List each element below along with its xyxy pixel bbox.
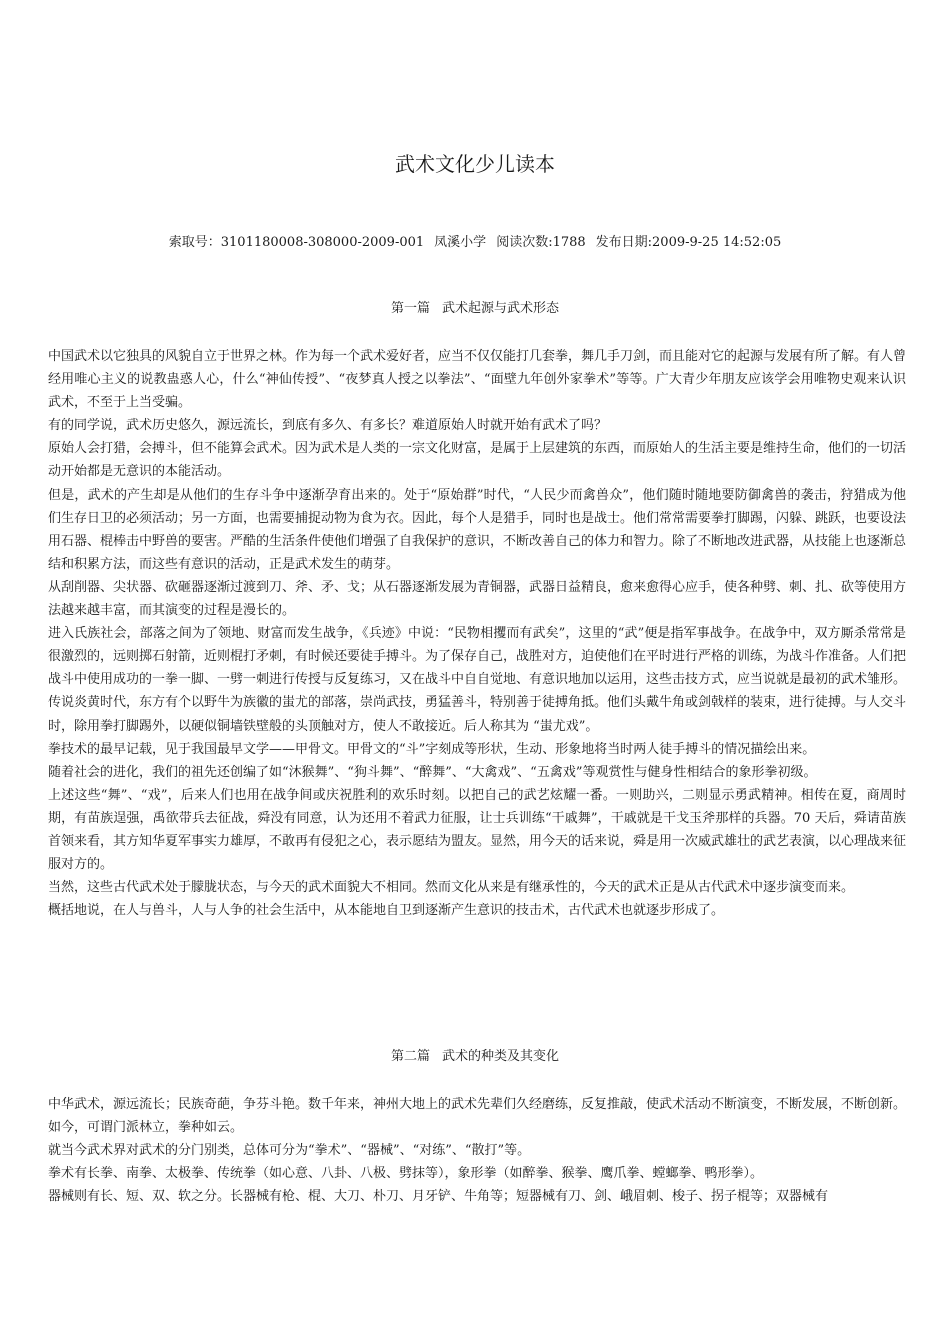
paragraph: 有的同学说，武术历史悠久，源远流长，到底有多久、有多长？难道原始人时就开始有武术了吗？ bbox=[48, 418, 608, 434]
paragraph: 中国武术以它独具的风貌自立于世界之林。作为每一个武术爱好者，应当不仅仅能打几套拳，舞几手刀剑，而且能对它的起源与发展有所了解。有人曾经用唯心主义的说教蛊惑人心，什么“神仙传授”、“夜梦真人授之以拳法”、“面壁九年创外家拳术”等等。广大青少年朋友应该学会用唯物史观来认识武术，不至于上当受骗。 bbox=[48, 349, 907, 411]
paragraph: 概括地说，在人与兽斗，人与人争的社会生活中，从本能地自卫到逐渐产生意识的技击术，古代武术也就逐步形成了。 bbox=[48, 903, 725, 919]
index-number: 索取号：3101180008-308000-2009-001 bbox=[168, 235, 425, 250]
section-title: 武术起源与武术形态 bbox=[442, 301, 560, 316]
paragraph: 上述这些“舞”、“戏”，后来人们也用在战争间或庆祝胜利的欢乐时刻。以把自己的武艺炫耀一番。一则助兴，二则显示勇武精神。相传在夏，商周时期，有苗族逞强，禹欲带兵去征战，舜没有同意，认为还用不着武力征服，让士兵训练“干戚舞”，干戚就是干戈玉斧那样的兵器。70 天后，舜请苗族首领来看，其方知华夏军事实力雄厚，不敢再有侵犯之心，表示愿结为盟友。显然，用今天的话来说，舜是用一次威武雄壮的武艺表演，以心理战来征服对方的。 bbox=[48, 787, 907, 873]
paragraph: 器械则有长、短、双、软之分。长器械有枪、棍、大刀、朴刀、月牙铲、牛角等；短器械有刀、剑、峨眉刺、梭子、拐子棍等；双器械有 bbox=[48, 1189, 829, 1205]
paragraph: 当然，这些古代武术处于朦胧状态，与今天的武术面貌大不相同。然而文化从来是有继承性的，今天的武术正是从古代武术中逐步演变而来。 bbox=[48, 880, 855, 896]
section-title: 武术的种类及其变化 bbox=[442, 1049, 560, 1064]
paragraph: 中华武术，源远流长；民族奇葩，争芬斗艳。数千年来，神州大地上的武术先辈们久经磨练，反复推敲，使武术活动不断演变，不断发展，不断创新。如今，可谓门派林立，拳种如云。 bbox=[48, 1097, 907, 1136]
document-meta bbox=[0, 233, 950, 253]
section-chapter: 第二篇 bbox=[390, 1049, 430, 1064]
publish-date: 发布日期:2009-9-25 14:52:05 bbox=[595, 235, 782, 250]
paragraph: 但是，武术的产生却是从他们的生存斗争中逐渐孕育出来的。处于“原始群”时代，“人民少而禽兽众”，他们随时随地要防御禽兽的袭击，狩猎成为他们生存日卫的必须活动；另一方面，也需要捕捉动物为食为衣。因此，每个人是猎手，同时也是战士。他们常常需要拳打脚踢，闪躲、跳跃，也要设法用石器、棍棒击中野兽的要害。严酷的生活条件使他们增强了自我保护的意识，不断改善自己的体力和智力。除了不断地改进武器，从技能上也逐渐总结和积累方法，而这些有意识的活动，正是武术发生的萌芽。 bbox=[48, 487, 907, 572]
section-body-2 bbox=[48, 1093, 906, 1208]
paragraph: 从刮削器、尖状器、砍砸器逐渐过渡到刀、斧、矛、戈；从石器逐渐发展为青铜器，武器日益精良，愈来愈得心应手，使各种劈、刺、扎、砍等使用方法越来越丰富，而其演变的过程是漫长的。 bbox=[48, 579, 907, 619]
section-heading-2 bbox=[0, 1047, 950, 1067]
section-body-1 bbox=[48, 345, 906, 922]
paragraph: 拳技术的最早记载，见于我国最早文学——甲骨文。甲骨文的“斗”字刻成等形状，生动、形象地将当时两人徒手搏斗的情况描绘出来。 bbox=[48, 741, 816, 757]
paragraph: 原始人会打猎，会搏斗，但不能算会武术。因为武术是人类的一宗文化财富，是属于上层建筑的东西，而原始人的生活主要是维持生命，他们的一切活动开始都是无意识的本能活动。 bbox=[48, 441, 907, 480]
document-title: 武术文化少儿读本 bbox=[395, 152, 555, 176]
paragraph: 进入氏族社会，部落之间为了领地、财富而发生战争，《兵迹》中说：“民物相攫而有武矣”，这里的“武”便是指军事战争。在战争中，双方厮杀常常是很激烈的，远则掷石射箭，近则棍打矛刺，有时候还要徒手搏斗。为了保存自己，战胜对方，迫使他们在平时进行严格的训练，为战斗作准备。人们把战斗中使用成功的一拳一脚、一劈一刺进行传授与反复练习，又在战斗中自自觉地、有意识地加以运用，这些击技方式，应当说就是最初的武术雏形。 bbox=[48, 626, 907, 688]
publisher: 凤溪小学 bbox=[434, 235, 487, 250]
paragraph: 随着社会的进化，我们的祖先还创编了如“沐猴舞”、“狗斗舞”、“醉舞”、“大禽戏”、“五禽戏”等观赏性与健身性相结合的象形拳初级。 bbox=[48, 764, 817, 780]
section-heading-1 bbox=[0, 299, 950, 319]
read-count: 阅读次数:1788 bbox=[496, 235, 586, 250]
paragraph: 就当今武术界对武术的分门别类，总体可分为“拳术”、“器械”、“对练”、“散打”等。 bbox=[48, 1143, 531, 1159]
paragraph: 传说炎黄时代，东方有个以野牛为族徽的蚩尤的部落，崇尚武技，勇猛善斗，特别善于徒搏角抵。他们头戴牛角或剑戟样的装束，进行徒搏。与人交斗时，除用拳打脚踢外，以硬似铜墙铁壁般的头顶触对方，使人不敢接近。后人称其为 “蚩尤戏”。 bbox=[48, 695, 907, 734]
section-chapter: 第一篇 bbox=[390, 301, 430, 316]
paragraph: 拳术有长拳、南拳、太极拳、传统拳（如心意、八卦、八极、劈抹等），象形拳（如醉拳、猴拳、鹰爪拳、螳螂拳、鸭形拳）。 bbox=[48, 1166, 764, 1182]
